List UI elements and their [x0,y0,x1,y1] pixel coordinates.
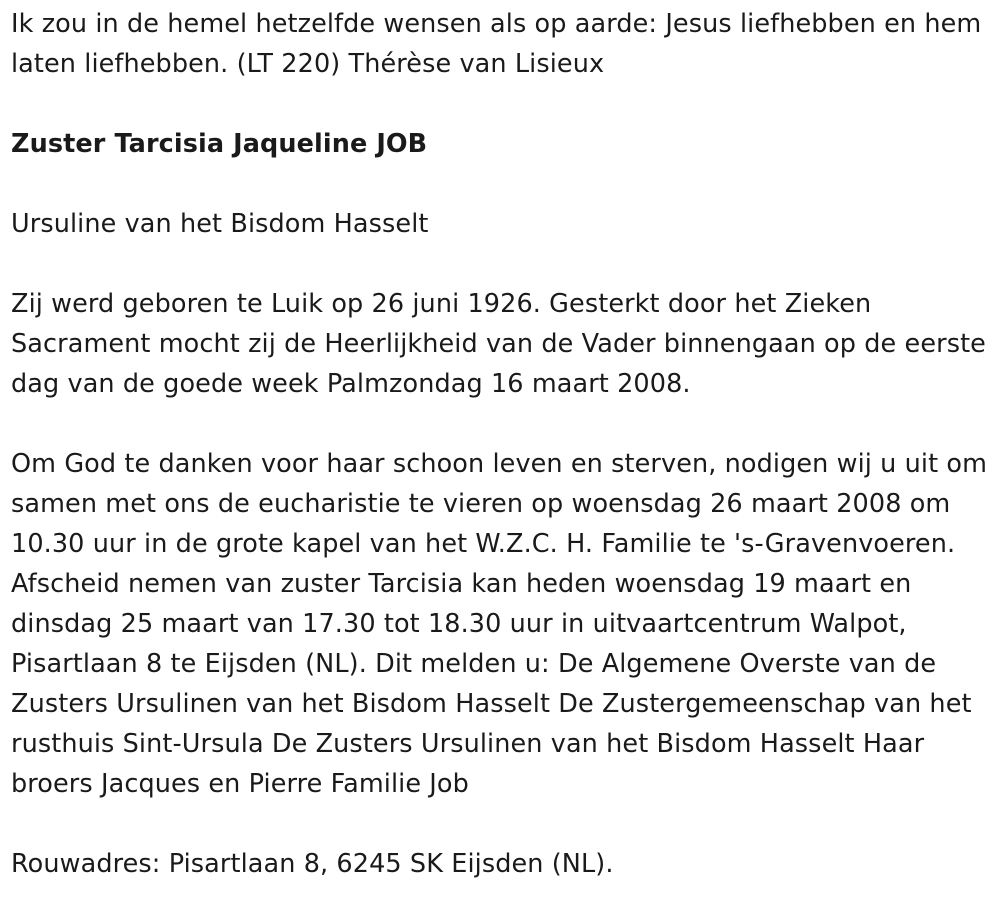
biography-paragraph: Zij werd geboren te Luik op 26 juni 1926. Gesterkt door het Zieken Sacrament mocht zij de Heerlijkheid van de Vader binnengaan op de eerste dag van de goede week Palmzondag 16 maart 2008. [11,289,986,399]
deceased-name: Zuster Tarcisia Jaqueline JOB [11,129,428,159]
announcement-paragraph: Om God te danken voor haar schoon leven en sterven, nodigen wij u uit om samen met ons de eucharistie te vieren op woensdag 26 maart 2008 om 10.30 uur in de grote kapel van het W.Z.C. H. Familie te 's-Gravenvoeren. Afscheid nemen van zuster Tarcisia kan heden woensdag 19 maart en dinsdag 25 maart van 17.30 tot 18.30 uur in uitvaartcentrum Walpot, Pisartlaan 8 te Eijsden (NL). Dit melden u: De Algemene Overste van de Zusters Ursulinen van het Bisdom Hasselt De Zustergemeenschap van het rusthuis Sint-Ursula De Zusters Ursulinen van het Bisdom Hasselt Haar broers Jacques en Pierre Familie Job [11,449,988,799]
mourning-address: Rouwadres: Pisartlaan 8, 6245 SK Eijsden (NL). [11,849,614,879]
obituary-document [11,4,996,884]
religious-order: Ursuline van het Bisdom Hasselt [11,209,429,239]
opening-quote: Ik zou in de hemel hetzelfde wensen als op aarde: Jesus liefhebben en hem laten liefhebben. (LT 220) Thérèse van Lisieux [11,9,982,79]
